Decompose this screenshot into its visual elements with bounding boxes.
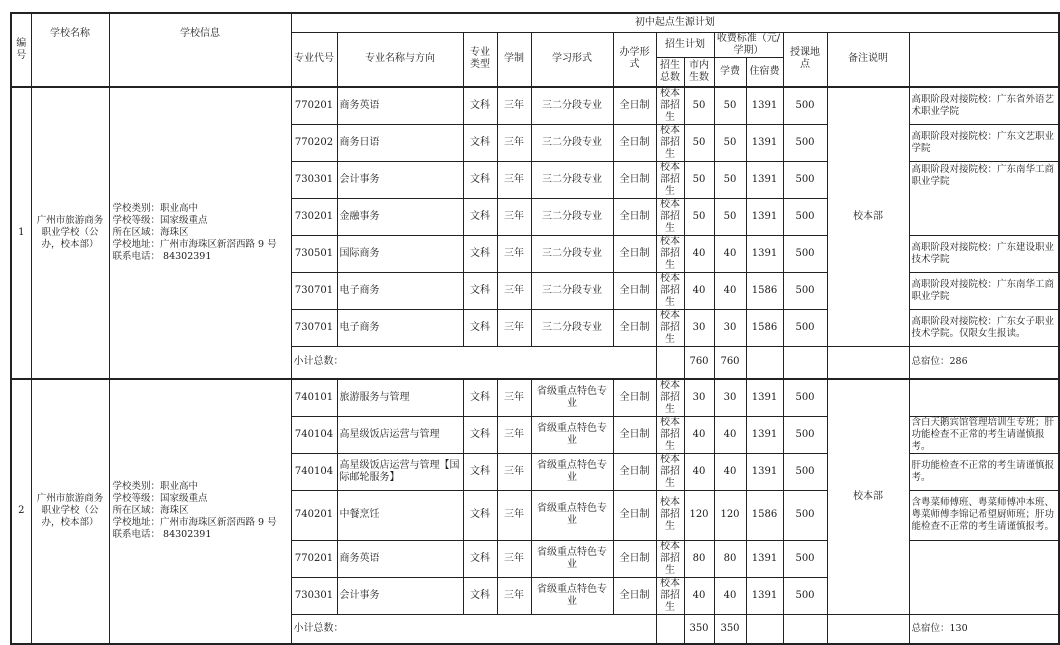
school-name: 广州市旅游商务职业学校（公办，校本部） (31, 379, 109, 645)
enroll-total: 50 (684, 87, 714, 125)
tuition: 1391 (746, 125, 783, 162)
subtotal-city: 760 (714, 347, 746, 379)
school-no: 2 (11, 379, 31, 645)
enroll-total: 40 (684, 236, 714, 273)
group-title-header: 初中起点生源计划 (291, 13, 1059, 32)
enroll-city: 40 (714, 577, 746, 614)
enroll-city: 40 (714, 416, 746, 453)
school-level: 学校等级：国家级重点 (112, 493, 208, 505)
col-tuition-header: 学费 (714, 57, 746, 87)
school-info (109, 379, 291, 645)
remark (909, 379, 1059, 417)
study-form: 省级重点特色专业 (531, 540, 613, 577)
school-type: 学校类别：职业高中 (112, 202, 199, 214)
tuition: 1391 (746, 416, 783, 453)
dorm-total: 总宿位：286 (909, 347, 1059, 379)
study-form: 三二分段专业 (531, 87, 613, 125)
duration: 三年 (497, 199, 531, 236)
remark: 高职阶段对接院校：广东南华工商职业学院 (909, 273, 1059, 310)
duration: 三年 (497, 540, 531, 577)
tuition: 1391 (746, 379, 783, 417)
major-code: 740201 (291, 490, 337, 540)
run-mode: 全日制 (613, 125, 656, 162)
study-form: 三二分段专业 (531, 162, 613, 199)
school-no: 1 (11, 87, 31, 379)
col-location-header: 授课地点 (783, 32, 827, 87)
run-mode: 全日制 (613, 490, 656, 540)
col-run-form-header: 办学形式 (613, 32, 656, 87)
enroll-total: 50 (684, 125, 714, 162)
enroll-city: 50 (714, 199, 746, 236)
major-name: 电子商务 (337, 310, 463, 347)
dorm-fee: 500 (783, 310, 827, 347)
enroll-total: 50 (684, 162, 714, 199)
subtotal-dorm (783, 347, 827, 379)
duration: 三年 (497, 577, 531, 614)
header-row-1 (11, 13, 1059, 32)
study-form: 三二分段专业 (531, 125, 613, 162)
major-name: 中餐烹饪 (337, 490, 463, 540)
duration: 三年 (497, 310, 531, 347)
subtotal-total: 350 (684, 614, 714, 644)
subtotal-tuition (746, 614, 783, 644)
major-code: 740101 (291, 379, 337, 417)
major-name: 商务日语 (337, 125, 463, 162)
duration: 三年 (497, 490, 531, 540)
enroll-city: 80 (714, 540, 746, 577)
run-mode: 全日制 (613, 577, 656, 614)
major-code: 730701 (291, 310, 337, 347)
tuition: 1391 (746, 577, 783, 614)
major-name: 电子商务 (337, 273, 463, 310)
school-type: 学校类别：职业高中 (112, 481, 199, 493)
duration: 三年 (497, 125, 531, 162)
major-type: 文科 (463, 416, 497, 453)
major-code: 730201 (291, 199, 337, 236)
major-name: 会计事务 (337, 577, 463, 614)
major-name: 商务英语 (337, 540, 463, 577)
tuition: 1391 (746, 199, 783, 236)
col-school-info-header: 学校信息 (109, 13, 291, 87)
school-level: 学校等级：国家级重点 (112, 214, 208, 226)
remark: 高职阶段对接院校：广东建设职业技术学院 (909, 236, 1059, 273)
subtotal-spacer (656, 614, 684, 644)
run-form: 校本部招生 (656, 162, 684, 199)
col-fee-std-header: 收费标准（元/学期） (714, 32, 783, 57)
major-type: 文科 (463, 310, 497, 347)
school-address: 学校地址：广州市海珠区新滘西路 9 号 (112, 238, 277, 250)
run-form: 校本部招生 (656, 125, 684, 162)
major-type: 文科 (463, 379, 497, 417)
run-mode: 全日制 (613, 236, 656, 273)
col-major-code-header: 专业代号 (291, 32, 337, 87)
dorm-total: 总宿位：130 (909, 614, 1059, 644)
major-type: 文科 (463, 577, 497, 614)
enroll-city: 50 (714, 162, 746, 199)
teaching-location: 校本部 (827, 379, 909, 615)
col-duration-header: 学制 (497, 32, 531, 87)
dorm-fee: 500 (783, 416, 827, 453)
subtotal-location (827, 614, 909, 644)
subtotal-dorm (783, 614, 827, 644)
table-row (11, 87, 1059, 125)
subtotal-tuition (746, 347, 783, 379)
school-phone: 联系电话： 84302391 (112, 529, 212, 541)
remark: 高职阶段对接院校：广东南华工商职业学院 (909, 162, 1059, 236)
duration: 三年 (497, 87, 531, 125)
major-type: 文科 (463, 125, 497, 162)
major-type: 文科 (463, 540, 497, 577)
subtotal-total: 760 (684, 347, 714, 379)
major-name: 高星级饭店运营与管理 (337, 416, 463, 453)
school-district: 所在区域：海珠区 (112, 226, 189, 238)
col-school-name-header: 学校名称 (31, 13, 109, 87)
tuition: 1586 (746, 490, 783, 540)
run-mode: 全日制 (613, 416, 656, 453)
col-major-type-header: 专业类型 (463, 32, 497, 87)
run-form: 校本部招生 (656, 379, 684, 417)
school-phone: 联系电话： 84302391 (112, 250, 212, 262)
school-district: 所在区域：海珠区 (112, 505, 189, 517)
subtotal-label: 小计总数： (291, 347, 656, 379)
run-mode: 全日制 (613, 379, 656, 417)
enrollment-table (10, 12, 1060, 645)
major-type: 文科 (463, 273, 497, 310)
school-info (109, 87, 291, 379)
major-name: 金融事务 (337, 199, 463, 236)
run-mode: 全日制 (613, 87, 656, 125)
dorm-fee: 500 (783, 162, 827, 199)
enroll-total: 40 (684, 273, 714, 310)
study-form: 省级重点特色专业 (531, 379, 613, 417)
dorm-fee: 500 (783, 577, 827, 614)
enroll-total: 30 (684, 310, 714, 347)
enroll-total: 40 (684, 577, 714, 614)
table-row (11, 379, 1059, 417)
major-name: 国际商务 (337, 236, 463, 273)
tuition: 1391 (746, 162, 783, 199)
enroll-city: 40 (714, 236, 746, 273)
major-type: 文科 (463, 453, 497, 490)
duration: 三年 (497, 236, 531, 273)
dorm-fee: 500 (783, 87, 827, 125)
remark: 高职阶段对接院校：广东女子职业技术学院。仅限女生报读。 (909, 310, 1059, 347)
enroll-city: 50 (714, 125, 746, 162)
major-code: 770201 (291, 87, 337, 125)
run-mode: 全日制 (613, 453, 656, 490)
major-name: 旅游服务与管理 (337, 379, 463, 417)
major-type: 文科 (463, 236, 497, 273)
dorm-fee: 500 (783, 199, 827, 236)
major-code: 730301 (291, 162, 337, 199)
major-type: 文科 (463, 162, 497, 199)
tuition: 1586 (746, 273, 783, 310)
tuition: 1391 (746, 453, 783, 490)
run-form: 校本部招生 (656, 87, 684, 125)
study-form: 省级重点特色专业 (531, 577, 613, 614)
dorm-fee: 500 (783, 236, 827, 273)
run-form: 校本部招生 (656, 236, 684, 273)
dorm-fee: 500 (783, 540, 827, 577)
run-form: 校本部招生 (656, 273, 684, 310)
school-address: 学校地址：广州市海珠区新滘西路 9 号 (112, 517, 277, 529)
col-enroll-city-header: 市内生数 (684, 57, 714, 87)
run-mode: 全日制 (613, 273, 656, 310)
school-name: 广州市旅游商务职业学校（公办，校本部） (31, 87, 109, 379)
duration: 三年 (497, 453, 531, 490)
enroll-total: 50 (684, 199, 714, 236)
study-form: 省级重点特色专业 (531, 416, 613, 453)
remark: 含粤菜师傅班、粤菜师傅冲本班、粤菜师傅李锦记希望厨师班；肝功能检查不正常的考生请谨慎报考。 (909, 490, 1059, 540)
duration: 三年 (497, 273, 531, 310)
subtotal-spacer (656, 347, 684, 379)
run-mode: 全日制 (613, 162, 656, 199)
subtotal-label: 小计总数： (291, 614, 656, 644)
run-mode: 全日制 (613, 540, 656, 577)
major-code: 730301 (291, 577, 337, 614)
enroll-city: 30 (714, 310, 746, 347)
col-enroll-plan-header: 招生计划 (656, 32, 714, 57)
tuition: 1586 (746, 310, 783, 347)
enroll-total: 40 (684, 416, 714, 453)
dorm-fee: 500 (783, 453, 827, 490)
study-form: 省级重点特色专业 (531, 490, 613, 540)
study-form: 三二分段专业 (531, 236, 613, 273)
run-form: 校本部招生 (656, 416, 684, 453)
remark: 肝功能检查不正常的考生请谨慎报考。 (909, 453, 1059, 490)
tuition: 1391 (746, 236, 783, 273)
major-code: 770202 (291, 125, 337, 162)
col-dorm-header: 住宿费 (746, 57, 783, 87)
enroll-total: 80 (684, 540, 714, 577)
major-type: 文科 (463, 87, 497, 125)
run-form: 校本部招生 (656, 199, 684, 236)
run-form: 校本部招生 (656, 310, 684, 347)
tuition: 1391 (746, 87, 783, 125)
run-form: 校本部招生 (656, 490, 684, 540)
enroll-city: 40 (714, 453, 746, 490)
teaching-location: 校本部 (827, 87, 909, 347)
enrollment-plan-sheet (10, 12, 1055, 645)
run-form: 校本部招生 (656, 540, 684, 577)
study-form: 三二分段专业 (531, 199, 613, 236)
run-mode: 全日制 (613, 199, 656, 236)
major-code: 730701 (291, 273, 337, 310)
major-name: 商务英语 (337, 87, 463, 125)
col-enroll-total-header: 招生总数 (656, 57, 684, 87)
subtotal-location (827, 347, 909, 379)
major-type: 文科 (463, 199, 497, 236)
major-code: 740104 (291, 453, 337, 490)
run-mode: 全日制 (613, 310, 656, 347)
study-form: 三二分段专业 (531, 310, 613, 347)
dorm-fee: 500 (783, 125, 827, 162)
remark: 高职阶段对接院校：广东文艺职业学院 (909, 125, 1059, 162)
run-form: 校本部招生 (656, 453, 684, 490)
study-form: 省级重点特色专业 (531, 453, 613, 490)
col-study-form-header: 学习形式 (531, 32, 613, 87)
remark (909, 540, 1059, 614)
remark: 含白天鹅宾馆管理培训生专班；肝功能检查不正常的考生请谨慎报考。 (909, 416, 1059, 453)
subtotal-city: 350 (714, 614, 746, 644)
col-major-name-header: 专业名称与方向 (337, 32, 463, 87)
dorm-fee: 500 (783, 490, 827, 540)
dorm-fee: 500 (783, 273, 827, 310)
tuition: 1391 (746, 540, 783, 577)
enroll-city: 40 (714, 273, 746, 310)
duration: 三年 (497, 162, 531, 199)
major-code: 730501 (291, 236, 337, 273)
enroll-city: 30 (714, 379, 746, 417)
major-type: 文科 (463, 490, 497, 540)
enroll-total: 30 (684, 379, 714, 417)
remark: 高职阶段对接院校：广东省外语艺术职业学院 (909, 87, 1059, 125)
dorm-fee: 500 (783, 379, 827, 417)
major-name: 会计事务 (337, 162, 463, 199)
major-code: 740104 (291, 416, 337, 453)
duration: 三年 (497, 379, 531, 417)
enroll-city: 120 (714, 490, 746, 540)
run-form: 校本部招生 (656, 577, 684, 614)
enroll-total: 120 (684, 490, 714, 540)
enroll-city: 50 (714, 87, 746, 125)
duration: 三年 (497, 416, 531, 453)
major-name: 高星级饭店运营与管理【国际邮轮服务】 (337, 453, 463, 490)
col-remarks-header: 备注说明 (827, 32, 909, 87)
study-form: 三二分段专业 (531, 273, 613, 310)
enroll-total: 40 (684, 453, 714, 490)
major-code: 770201 (291, 540, 337, 577)
col-no-header: 编号 (11, 13, 31, 87)
